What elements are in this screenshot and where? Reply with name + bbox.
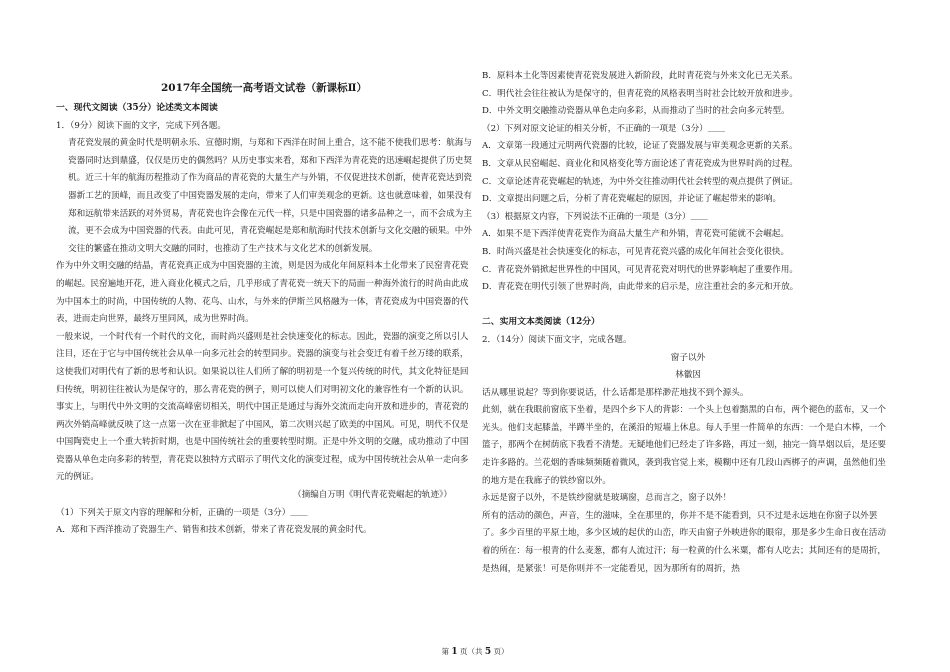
page-footer: [0, 646, 950, 657]
option-2d: D．文章提出问题之后，分析了青花瓷崛起的原因，并论证了崛起带来的影响。: [482, 194, 782, 205]
footer-mid: 页（共: [460, 647, 483, 656]
footer-suffix: 页）: [493, 647, 509, 656]
option-3a: A．如果不是下西洋使青花瓷作为商品大量生产和外销，青花瓷可能就不会崛起。: [482, 229, 789, 240]
option-1c: C．明代社会往往被认为是保守的，但青花瓷的风格表明当时社会比较开放和进步。: [482, 88, 798, 99]
story-title: 窗子以外: [670, 352, 706, 363]
sub-question-3: （3）根据原文内容，下列说法不正确的一项是（3分）＿＿: [482, 211, 708, 222]
story-author: 林徽因: [675, 370, 701, 381]
story-paragraph-4: 所有的活动的颜色，声音，生的滋味，全在那里的，你并不是不能看到，只不过是永远地在你窗子以外罢了。多少百里的平原土地，多少区域的起伏的山峦，昨天由窗子外映进你的眼帘，那是多少生命日夜在活动着的所在：每一根青的什么麦葱，都有人流过汗；每一粒黄的什么米粟，都有人吃去；其间还有的是周折，是热闹，是紧张！可是你则并不一定能看见，因为那所有的周折，热: [482, 510, 886, 574]
footer-total-pages: 5: [484, 647, 492, 657]
passage-paragraph-1: 青花瓷发展的黄金时代是明朝永乐、宣德时期，与郑和下西洋在时间上重合，这不能不使我们思考：航海与瓷器同时达到鼎盛，仅仅是历史的偶然吗？从历史事实来看，郑和下西洋为青花瓷的迅速崛起提供了历史契机。近三十年的航海历程推动了作为商品的青花瓷的大量生产与外销，不仅促进技术创新，使青花瓷达到瓷器新工艺的顶峰，而且改变了中国瓷器发展的走向，带来了人们审美观念的更新。这也就意味着，如果没有郑和远航带来活跃的对外贸易，青花瓷也许会像在元代一样，只是中国瓷器的诸多品种之一，而不会成为主流，更不会成为中国瓷器的代表。由此可见，青花瓷崛起是郑和航海时代技术创新与文化交融的硕果。中外交往的繁盛在推动文明大交融的同时，也推动了生产技术与文化艺术的创新发展。: [68, 138, 472, 254]
section1-heading: 一、现代文阅读（35分）论述类文本阅读: [56, 103, 218, 113]
passage-paragraph-2: 作为中外文明交融的结晶，青花瓷真正成为中国瓷器的主流，则是因为成化年间原料本土化带来了民窑青花瓷的崛起。民窑遍地开花，进入商业化模式之后，几乎形成了青花瓷一统天下的局面一种海外流行的时尚由此成为中国本土的时尚，中国传统的人物、花鸟、山水，与外来的伊斯兰风格融为一体，青花瓷成为中国瓷器的代表，进而走向世界，最终万里同风，成为世界时尚。: [56, 261, 469, 325]
option-2b: B．文章从民窑崛起、商业化和风格变化等方面论述了青花瓷成为世界时尚的过程。: [482, 158, 798, 169]
story-paragraph-2: 此刻，就在我眼前窗底下坐着，是四个乡下人的背影：一个头上包着黯黑的白布，两个褪色的蓝布，又一个光头。他们支起膝盖，半蹲半坐的，在溪沿的短墙上休息。每人手里一件简单的东西：一个是白木棒，一个篮子，那两个在树荫底下我看不清楚。无疑地他们已经走了许多路，再过一刻，抽完一筒旱烟以后，是还要走许多路的。兰花烟的香味频频随着微风，袭到我官觉上来，模糊中还有几段山西梆子的声调，虽然他们坐的地方是在我廊子的铁纱窗以外。: [482, 405, 886, 486]
option-2c: C．文章论述青花瓷崛起的轨迹，为中外交往推动明代社会转型的观点提供了例证。: [482, 176, 798, 187]
option-1b: B．原料本土化等因素使青花瓷发展进入新阶段，此时青花瓷与外来文化已无关系。: [482, 71, 798, 81]
passage-paragraph-3: 一般来说，一个时代有一个时代的文化，而时尚兴盛则是社会快速变化的标志。因此，瓷器的演变之所以引人注目，还在于它与中国传统社会从单一向多元社会的转型同步。瓷器的演变与社会变迁有着千丝万缕的联系，这使我们对明代有了新的思考和认识。如果说以往人们所了解的明初是一个复兴传统的时代，其文化特征是回归传统，明初往往被认为是保守的，那么青花瓷的例子，则可以使人们对明初文化的兼容性有一个新的认识。事实上，与明代中外文明的交流高峰密切相关，明代中国正是通过与海外交流而走向开放和进步的，青花瓷的两次外销高峰就反映了这一点第一次在亚非掀起了中国风，第二次则兴起了欧美的中国风。可见，明代不仅是中国陶瓷史上一个重大转折时期，也是中国传统社会的重要转型时期。正是中外文明的交融，成功推动了中国瓷器从单色走向多彩的转型，青花瓷以独特方式昭示了明代文化的演变过程，成为中国传统社会从单一走向多元的例证。: [56, 331, 469, 483]
section2-heading: 二、实用文本类阅读（12分）: [482, 317, 600, 328]
sub-question-2: （2）下列对原文论证的相关分析，不正确的一项是（3分）＿＿: [482, 123, 725, 134]
question-1: 1．（9分）阅读下面的文字，完成下列各题。: [56, 120, 226, 131]
sub-question-1: （1）下列关于原文内容的理解和分析，正确的一项是（3分）＿＿: [56, 507, 308, 518]
option-2a: A．文章第一段通过元明两代瓷器的比较，论证了瓷器发展与审美观念更新的关系。: [482, 141, 798, 152]
option-1d: D．中外文明交融推动瓷器从单色走向多彩，从而推动了当时的社会向多元转型。: [482, 106, 790, 117]
footer-page-number: 1: [451, 647, 458, 657]
left-column: [56, 78, 472, 540]
option-1a: A．郑和下西洋推动了瓷器生产、销售和技术创新，带来了青花瓷发展的黄金时代。: [56, 525, 372, 536]
question-2: 2．（14分）阅读下面文字，完成各题。: [482, 334, 632, 345]
passage-source: （摘编自万明《明代青花瓷崛起的轨迹》）: [293, 490, 452, 501]
story-paragraph-1: 话从哪里说起？等到你要说话，什么话都是那样渺茫地找不到个源头。: [482, 387, 749, 398]
option-3b: B．时尚兴盛是社会快速变化的标志，可见青花瓷兴盛的成化年间社会变化很快。: [482, 246, 790, 257]
footer-prefix: 第: [441, 647, 449, 656]
right-column: [482, 68, 894, 578]
option-3d: D．青花瓷在明代引领了世界时尚，由此带来的启示是，应注重社会的多元和开放。: [482, 282, 799, 293]
exam-title: 2017年全国统一高考语文试卷（新课标Ⅱ）: [160, 82, 368, 94]
story-paragraph-3: 永远是窗子以外，不是铁纱窗就是玻璃窗，总而言之，窗子以外！: [482, 493, 732, 504]
option-3c: C．青花瓷外销掀起世界性的中国风，可见青花瓷对明代的世界影响起了重要作用。: [482, 264, 798, 275]
